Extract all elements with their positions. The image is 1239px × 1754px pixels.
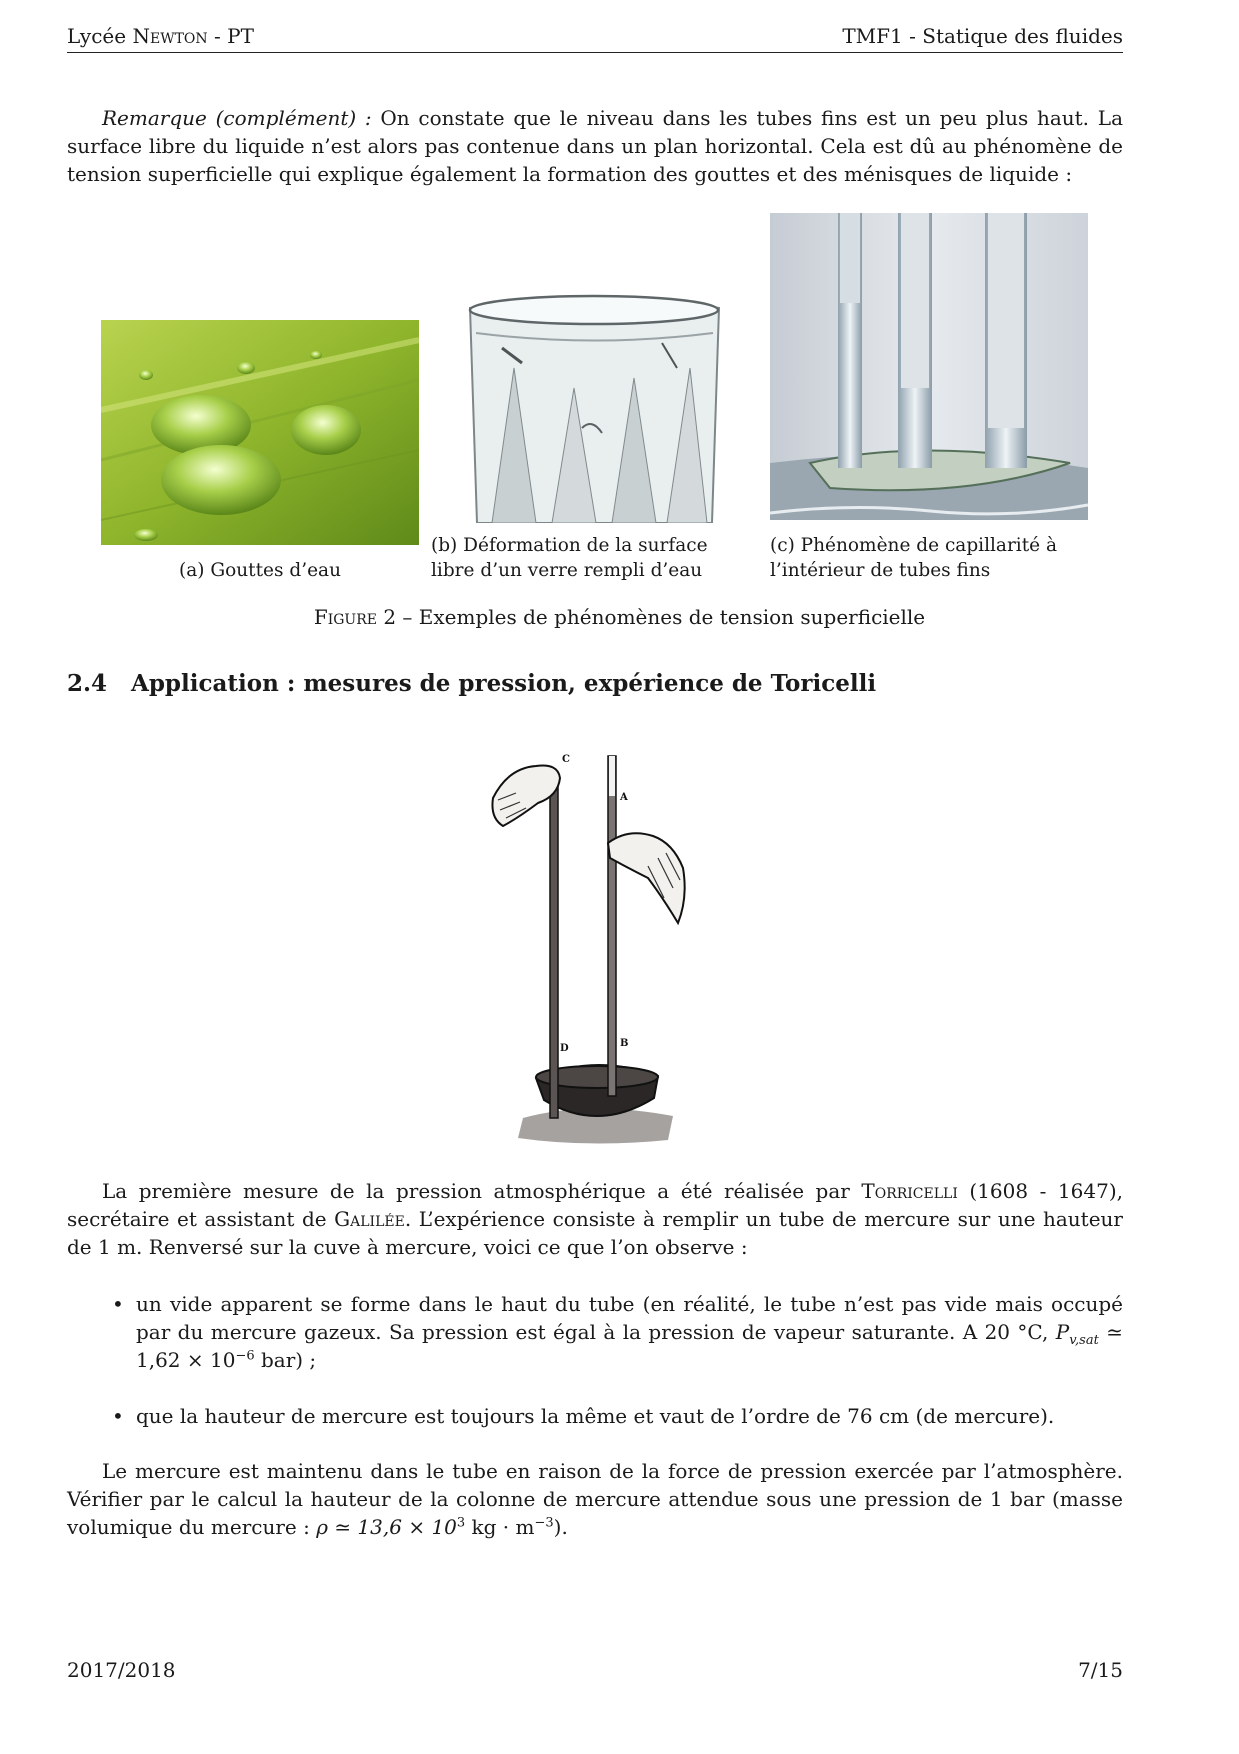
list-item: • un vide apparent se forme dans le haut du tube (en réalité, le tube n’est pas vide mais occupé par du mercure gazeux. Sa pression est égal à la pression de vapeur saturante. A 20 °C, $P_{v,sat}$ ≃ $1,62 \times 10^{-6}$ bar) ;: [112, 1292, 1123, 1372]
footer-year: 2017/2018: [67, 1658, 176, 1682]
caption-a: (a) Gouttes d’eau: [179, 560, 341, 581]
glass-image: [462, 288, 727, 523]
bullet-icon: •: [112, 1292, 124, 1316]
tube-b: [608, 756, 616, 1096]
drop-2: [161, 445, 281, 515]
torricelli-illustration: [488, 748, 690, 1148]
figure-glass: [462, 288, 727, 523]
section-number: 2.4: [67, 670, 108, 697]
tube-d: [550, 773, 558, 1118]
footer-page-number: 7/15: [1078, 1658, 1123, 1682]
name-torricelli: Torricelli: [861, 1179, 958, 1203]
remark-label: Remarque (complément) :: [102, 106, 372, 130]
section-heading: [67, 670, 876, 697]
label-b: B: [620, 1038, 629, 1049]
caption-c: (c) Phénomène de capillarité à l’intérieur de tubes fins: [770, 535, 1058, 581]
header-school: Lycée Newton - PT: [67, 24, 254, 48]
figure-2-caption: [0, 605, 1239, 629]
water-drops-image: [101, 320, 419, 545]
drop-3: [291, 405, 361, 455]
figure-label: Figure 2: [313, 605, 397, 629]
label-c: C: [562, 754, 570, 765]
section-title: Application : mesures de pression, expérience de Toricelli: [131, 670, 877, 697]
figure-capillary: [770, 213, 1088, 520]
label-d: D: [560, 1043, 569, 1054]
header-chapter: TMF1 - Statique des fluides: [842, 24, 1123, 48]
figure-torricelli-experiment: [488, 748, 690, 1148]
page-header: [67, 24, 1123, 53]
figure-caption-text: – Exemples de phénomènes de tension superficielle: [396, 605, 926, 629]
bullet-icon: •: [112, 1404, 124, 1428]
drop-1: [151, 395, 251, 455]
remark-text: On constate que le niveau dans les tubes fins est un peu plus haut. La surface libre du liquide n’est alors pas contenue dans un plan horizontal. Cela est dû au phénomène de tension superficielle qui explique également la formation des gouttes et des ménisques de liquide :: [67, 106, 1123, 186]
label-a: A: [620, 792, 628, 803]
capillary-image: [770, 213, 1088, 520]
remark-paragraph: [67, 104, 1123, 188]
figure-water-drops: [101, 320, 419, 545]
caption-b: (b) Déformation de la surface libre d’un verre rempli d’eau: [431, 535, 708, 581]
header-school-name: Newton: [132, 24, 208, 48]
torricelli-paragraph: La première mesure de la pression atmosphérique a été réalisée par Torricelli (1608 - 1647), secrétaire et assistant de Galilée. L’expérience consiste à remplir un tube de mercure sur une hauteur de 1 m. Renversé sur la cuve à mercure, voici ce que l’on observe :: [67, 1179, 1123, 1259]
conclusion-paragraph: Le mercure est maintenu dans le tube en raison de la force de pression exercée par l’atmosphère. Vérifier par le calcul la hauteur de la colonne de mercure attendue sous une pression de 1 bar (masse volumique du mercure : ρ ≃ $13,6 \times 10^3$ kg · $m^{-3}$).: [67, 1459, 1123, 1539]
list-item: • que la hauteur de mercure est toujours la même et vaut de l’ordre de 76 cm (de mercure).: [112, 1404, 1055, 1428]
name-galilee: Galilée: [334, 1207, 405, 1231]
observation-list: [112, 1290, 1123, 1374]
observation-list-2: [112, 1402, 1123, 1430]
